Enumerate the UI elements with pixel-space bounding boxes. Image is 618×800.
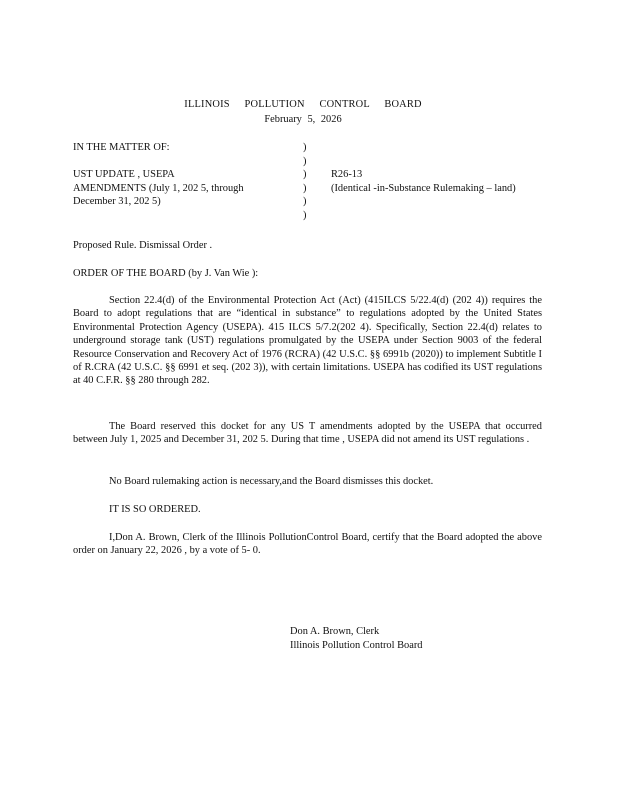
clerk-name: Don A. Brown, Clerk: [290, 626, 380, 637]
signature-block: [290, 625, 423, 652]
caption-line: UST UPDATE , USEPA: [73, 169, 175, 180]
case-caption-right: [331, 168, 546, 195]
docket-type: (Identical -in-Substance Rulemaking – land): [331, 182, 516, 194]
caption-line: December 31, 202 5): [73, 196, 161, 207]
body-paragraph: No Board rulemaking action is necessary,and the Board dismisses this docket.: [109, 476, 434, 487]
case-caption-left: [73, 141, 283, 209]
document-type: Proposed Rule. Dismissal Order .: [73, 240, 213, 251]
caption-parentheses: ) ) ) ) ) ): [303, 142, 307, 221]
board-name-heading: ILLINOIS POLLUTION CONTROL BOARD: [184, 99, 422, 110]
body-paragraph: Section 22.4(d) of the Environmental Protection Act (Act) (415ILCS 5/22.4(d) (202 4)) requires the Board to adopt regulations that are “identical in substance” to regulations adopted by the United States Environmental Protection Agency (USEPA). 415 ILCS 5/7.2(202 4). Specifically, Section 22.4(d) relates to underground storage tank (UST) regulations promulgated by the USEPA under Section 9003 of the federal Resource Conservation and Recovery Act of 1976 (RCRA) (42 U.S.C. §§ 6991b (2020)) to implement Subtitle I of R.CRA (42 U.S.C. §§ 6991 et seq. (202 3)), with certain limitations. USEPA has codified its UST regulations at 40 C.F.R. §§ 280 through 282.: [73, 295, 542, 387]
caption-line: AMENDMENTS (July 1, 202 5, through: [73, 182, 244, 194]
matter-label: IN THE MATTER OF:: [73, 142, 170, 153]
clerk-certification: I,Don A. Brown, Clerk of the Illinois PollutionControl Board, certify that the Board adopted the above order on January 22, 2026 , by a vote of 5- 0.: [73, 532, 542, 557]
body-paragraph: The Board reserved this docket for any US T amendments adopted by the USEPA that occurred between July 1, 2025 and December 31, 202 5. During that time , USEPA did not amend its UST regulations .: [73, 421, 542, 446]
order-of-board-line: ORDER OF THE BOARD (by J. Van Wie ):: [73, 268, 259, 279]
docket-number: R26-13: [331, 169, 363, 180]
order-date: February 5, 2026: [264, 114, 342, 125]
so-ordered-line: IT IS SO ORDERED.: [109, 504, 201, 515]
clerk-organization: Illinois Pollution Control Board: [290, 639, 423, 651]
